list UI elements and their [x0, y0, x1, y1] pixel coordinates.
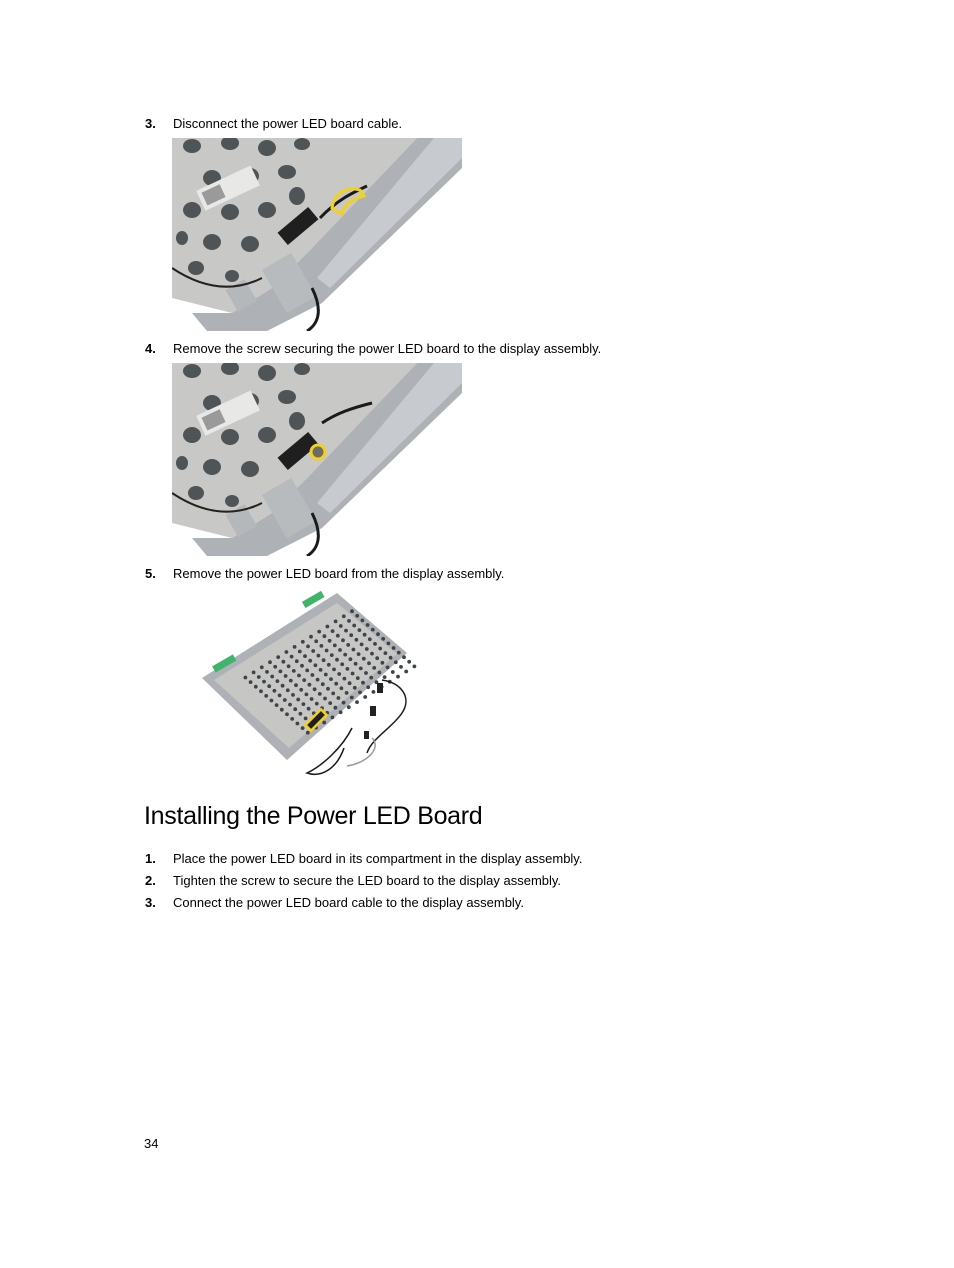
step-text: Disconnect the power LED board cable.	[173, 116, 403, 131]
figure-disconnect-cable	[172, 138, 462, 331]
step-number: 4.	[145, 341, 156, 356]
photo-display-corner-cable	[172, 138, 462, 331]
step-text: Place the power LED board in its compartment in the display assembly.	[173, 851, 583, 866]
step-text: Remove the screw securing the power LED board to the display assembly.	[173, 341, 602, 356]
step-number: 3.	[145, 895, 156, 910]
step-text: Remove the power LED board from the display assembly.	[173, 566, 505, 581]
step-number: 1.	[145, 851, 156, 866]
step-text: Connect the power LED board cable to the display assembly.	[173, 895, 524, 910]
figure-display-assembly	[172, 588, 462, 781]
step-number: 5.	[145, 566, 156, 581]
step-number: 2.	[145, 873, 156, 888]
figure-remove-screw	[172, 363, 462, 556]
step-text: Tighten the screw to secure the LED board to the display assembly.	[173, 873, 562, 888]
page-number: 34	[144, 1136, 159, 1151]
step-number: 3.	[145, 116, 156, 131]
photo-display-assembly	[172, 588, 462, 781]
photo-display-corner-screw	[172, 363, 462, 556]
section-title: Installing the Power LED Board	[144, 802, 483, 830]
